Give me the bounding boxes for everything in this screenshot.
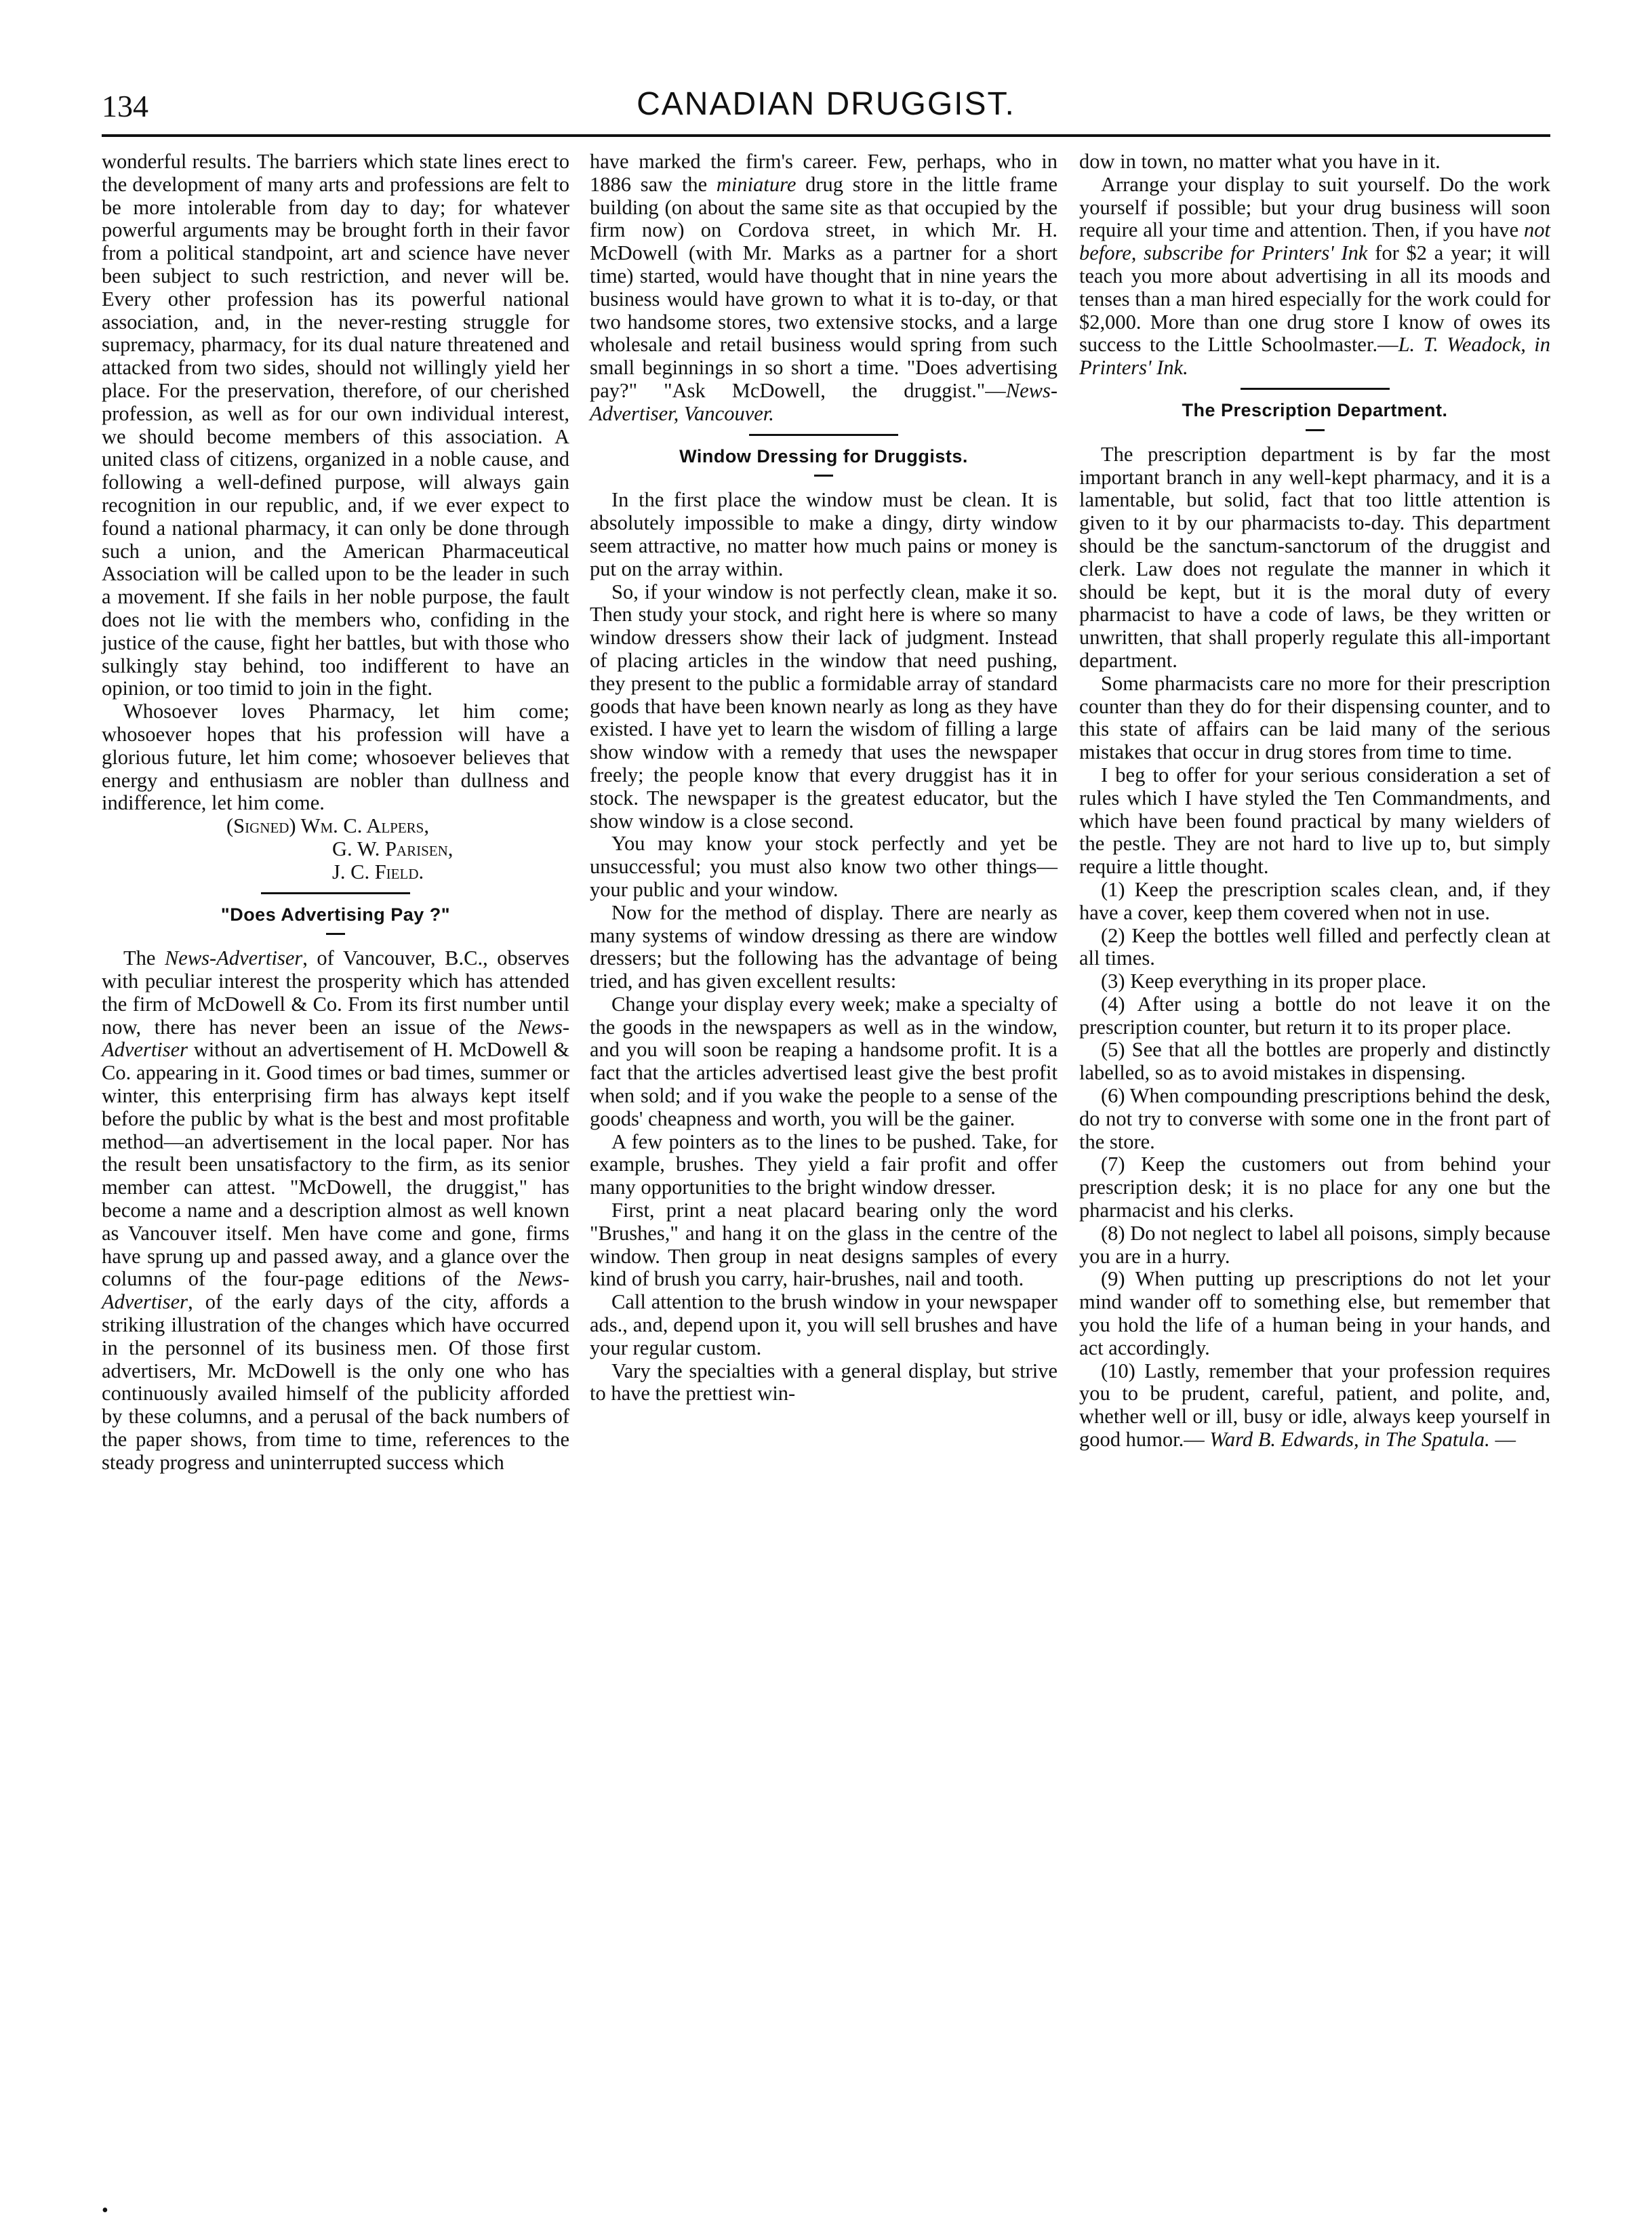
paragraph: wonderful results. The barriers which state lines erect to the development of many arts and professions are felt to be more intolerable from day to day; for whatever powerful arguments may be brought forth in their favor from a political standpoint, art and science have never been subject to such restriction, and never will be. Every other profession has its powerful national association, and, in the never-resting struggle for supremacy, pharmacy, for its dual nature threatened and attacked from two sides, should not willingly yield her place. For the preservation, therefore, of our cherished profession, as well as for our own individual interest, we should become members of this association. A united class of citizens, organized in a noble cause, and following a well-defined purpose, will always gain recognition in our republic, and, if we ever expect to found a national pharmacy, it can only be done through such a union, and the American Pharmaceutical Association will be called upon to be the leader in such a movement. If she fails in her noble purpose, the fault does not lie with the members who, confiding in the justice of the cause, fight her battles, but with those who sulkingly stay behind, too indifferent to have an opinion, or too timid to join in the fight. xyxy=(102,150,569,700)
rule-item: (5) See that all the bottles are properly and distinctly labelled, so as to avoid mistakes in dispensing. xyxy=(1079,1038,1550,1085)
page-mark: • xyxy=(102,2200,108,2221)
rule-item: (1) Keep the prescription scales clean, and, if they have a cover, keep them covered when not in use. xyxy=(1079,877,1550,924)
signature-line: (Signed) Wm. C. Alpers, xyxy=(226,814,429,838)
paragraph: Some pharmacists care no more for their prescription counter than they do for their dispensing counter, and to this state of affairs can be laid many of the serious mistakes that occur in drug stores from time to time. xyxy=(1079,671,1550,764)
section-rule xyxy=(261,892,410,894)
paragraph: A few pointers as to the lines to be pushed. Take, for example, brushes. They yield a fair profit and offer many opportunities to the bright window dresser. xyxy=(590,1130,1057,1199)
article-heading: Window Dressing for Druggists. xyxy=(679,445,968,466)
paragraph: You may know your stock perfectly and yet be unsuccessful; you must also know two other things—your public and your window. xyxy=(590,832,1057,901)
heading-dash xyxy=(326,933,345,935)
paragraph: In the first place the window must be clean. It is absolutely impossible to make a dingy, dirty window seem attractive, no matter how much pains or money is put on the array within. xyxy=(590,488,1057,580)
paragraph: Call attention to the brush window in your newspaper ads., and, depend upon it, you will sell brushes and have your regular custom. xyxy=(590,1290,1057,1359)
paragraph: Now for the method of display. There are nearly as many systems of window dressing as there are window dressers; but the following has the advantage of being tried, and has given excellent results: xyxy=(590,900,1057,993)
header-rule xyxy=(102,134,1550,137)
column-3 xyxy=(1079,151,1550,1452)
signature-line: J. C. Field. xyxy=(332,860,424,883)
article-heading: The Prescription Department. xyxy=(1182,399,1448,420)
paragraph: I beg to offer for your serious consideration a set of rules which I have styled the Ten Commandments, and which have been found practical by many wielders of the pestle. They are not hard to live up to, but simply require a little thought. xyxy=(1079,763,1550,879)
rule-item: (3) Keep everything in its proper place. xyxy=(1101,970,1427,993)
rule-item: (9) When putting up prescriptions do not let your mind wander off to something else, but remember that you hold the life of a human being in your hands, and act accordingly. xyxy=(1079,1267,1550,1359)
signature-block xyxy=(102,815,569,883)
heading-dash xyxy=(1306,429,1325,431)
paragraph: Whosoever loves Pharmacy, let him come; whosoever hopes that his profession will have a glorious future, let him come; whosoever believes that energy and enthusiasm are nobler than dullness and indifference, let him come. xyxy=(102,700,569,815)
page-number: 134 xyxy=(102,89,148,123)
rule-item: (8) Do not neglect to label all poisons, simply because you are in a hurry. xyxy=(1079,1221,1550,1268)
paragraph: have marked the firm's career. Few, perhaps, who in 1886 saw the miniature drug store in the little frame building (on about the same site as that occupied by the firm now) on Cordova street, in which Mr. H. McDowell (with Mr. Marks as a partner for a short time) started, would have thought that in nine years the business would have grown to what it is to-day, or that two handsome stores, two extensive stocks, and a large wholesale and retail business would spring from such small beginnings in so short a time. "Does advertising pay?" "Ask McDowell, the druggist."—News-Advertiser, Vancouver. xyxy=(590,150,1057,425)
paragraph: The News-Advertiser, of Vancouver, B.C., observes with peculiar interest the prosperity which has attended the firm of McDowell & Co. From its first number until now, there has never been an issue of the News-Advertiser without an advertisement of H. McDowell & Co. appearing in it. Good times or bad times, summer or winter, this enterprising firm has always kept itself before the public by what is the best and most profitable method—an advertisement in the local paper. Nor has the result been unsatisfactory to the firm, as its senior member can attest. "McDowell, the druggist," has become a name and a description almost as well known as Vancouver itself. Men have come and gone, firms have sprung up and passed away, and a glance over the columns of the four-page editions of the News-Advertiser, of the early days of the city, affords a striking illustration of the changes which have occurred in the personnel of its business men. Of those first advertisers, Mr. McDowell is the only one who has continuously availed himself of the publicity afforded by these columns, and a perusal of the back numbers of the paper shows, from time to time, references to the steady progress and uninterrupted success which xyxy=(102,946,569,1474)
paragraph: The prescription department is by far the most important branch in any well-kept pharmacy, and it is a lamentable, but solid, fact that too little attention is given to it by our pharmacists to-day. This department should be the sanctum-sanctorum of the druggist and clerk. Law does not regulate the manner in which it should be kept, but it is the moral duty of every pharmacist to have a code of laws, be they written or unwritten, that shall properly regulate this all-important department. xyxy=(1079,442,1550,672)
paragraph: dow in town, no matter what you have in it. xyxy=(1079,150,1441,173)
column-1 xyxy=(102,151,569,1475)
column-2 xyxy=(590,151,1057,1405)
paragraph: So, if your window is not perfectly clean, make it so. Then study your stock, and right here is where so many window dressers show their lack of judgment. Instead of placing articles in the window that need pushing, they present to the public a formidable array of standard goods that have been known nearly as long as they have existed. I have yet to learn the wisdom of filling a large show window with a remedy that uses the newspaper freely; the people know that every druggist has it in stock. The newspaper is the greatest educator, but the show window is a close second. xyxy=(590,580,1057,833)
paragraph: Arrange your display to suit yourself. Do the work yourself if possible; but your drug business will soon require all your time and attention. Then, if you have not before, subscribe for Printers' Ink for $2 a year; it will teach you more about advertising in all its moods and tenses than a man hired especially for the work could for $2,000. More than one drug store I know of owes its success to the Little Schoolmaster.—L. T. Weadock, in Printers' Ink. xyxy=(1079,172,1551,380)
signature-line: G. W. Parisen, xyxy=(332,837,454,860)
running-title: CANADIAN DRUGGIST. xyxy=(637,86,1015,122)
paragraph: First, print a neat placard bearing only the word "Brushes," and hang it on the glass in the centre of the window. Then group in neat designs samples of every kind of brush you carry, hair-brushes, nail and tooth. xyxy=(590,1199,1057,1291)
rule-item: (4) After using a bottle do not leave it on the prescription counter, but return it to its proper place. xyxy=(1079,992,1550,1039)
section-rule xyxy=(749,434,898,436)
rule-item: (6) When compounding prescriptions behind the desk, do not try to converse with some one in the front part of the store. xyxy=(1079,1084,1550,1153)
rule-item: (2) Keep the bottles well filled and perfectly clean at all times. xyxy=(1079,923,1550,970)
paragraph: Change your display every week; make a specialty of the goods in the newspapers as well as in the window, and you will soon be reaping a handsome profit. It is a fact that the articles advertised least give the best profit when sold; and if you wake the people to a sense of the goods' cheapness and worth, you will be the gainer. xyxy=(590,992,1057,1130)
section-rule xyxy=(1241,388,1390,390)
heading-dash xyxy=(814,475,833,477)
rule-item: (10) Lastly, remember that your profession requires you to be prudent, careful, patient, and polite, and, whether well or ill, busy or idle, always keep yourself in good humor.— Ward B. Edwards, in The Spatula. — xyxy=(1079,1359,1550,1452)
page-header xyxy=(102,80,1550,134)
article-heading: "Does Advertising Pay ?" xyxy=(220,904,451,925)
paragraph: Vary the specialties with a general display, but strive to have the prettiest win- xyxy=(590,1359,1057,1405)
rule-item: (7) Keep the customers out from behind your prescription desk; it is no place for any one but the pharmacist and his clerks. xyxy=(1079,1153,1550,1222)
